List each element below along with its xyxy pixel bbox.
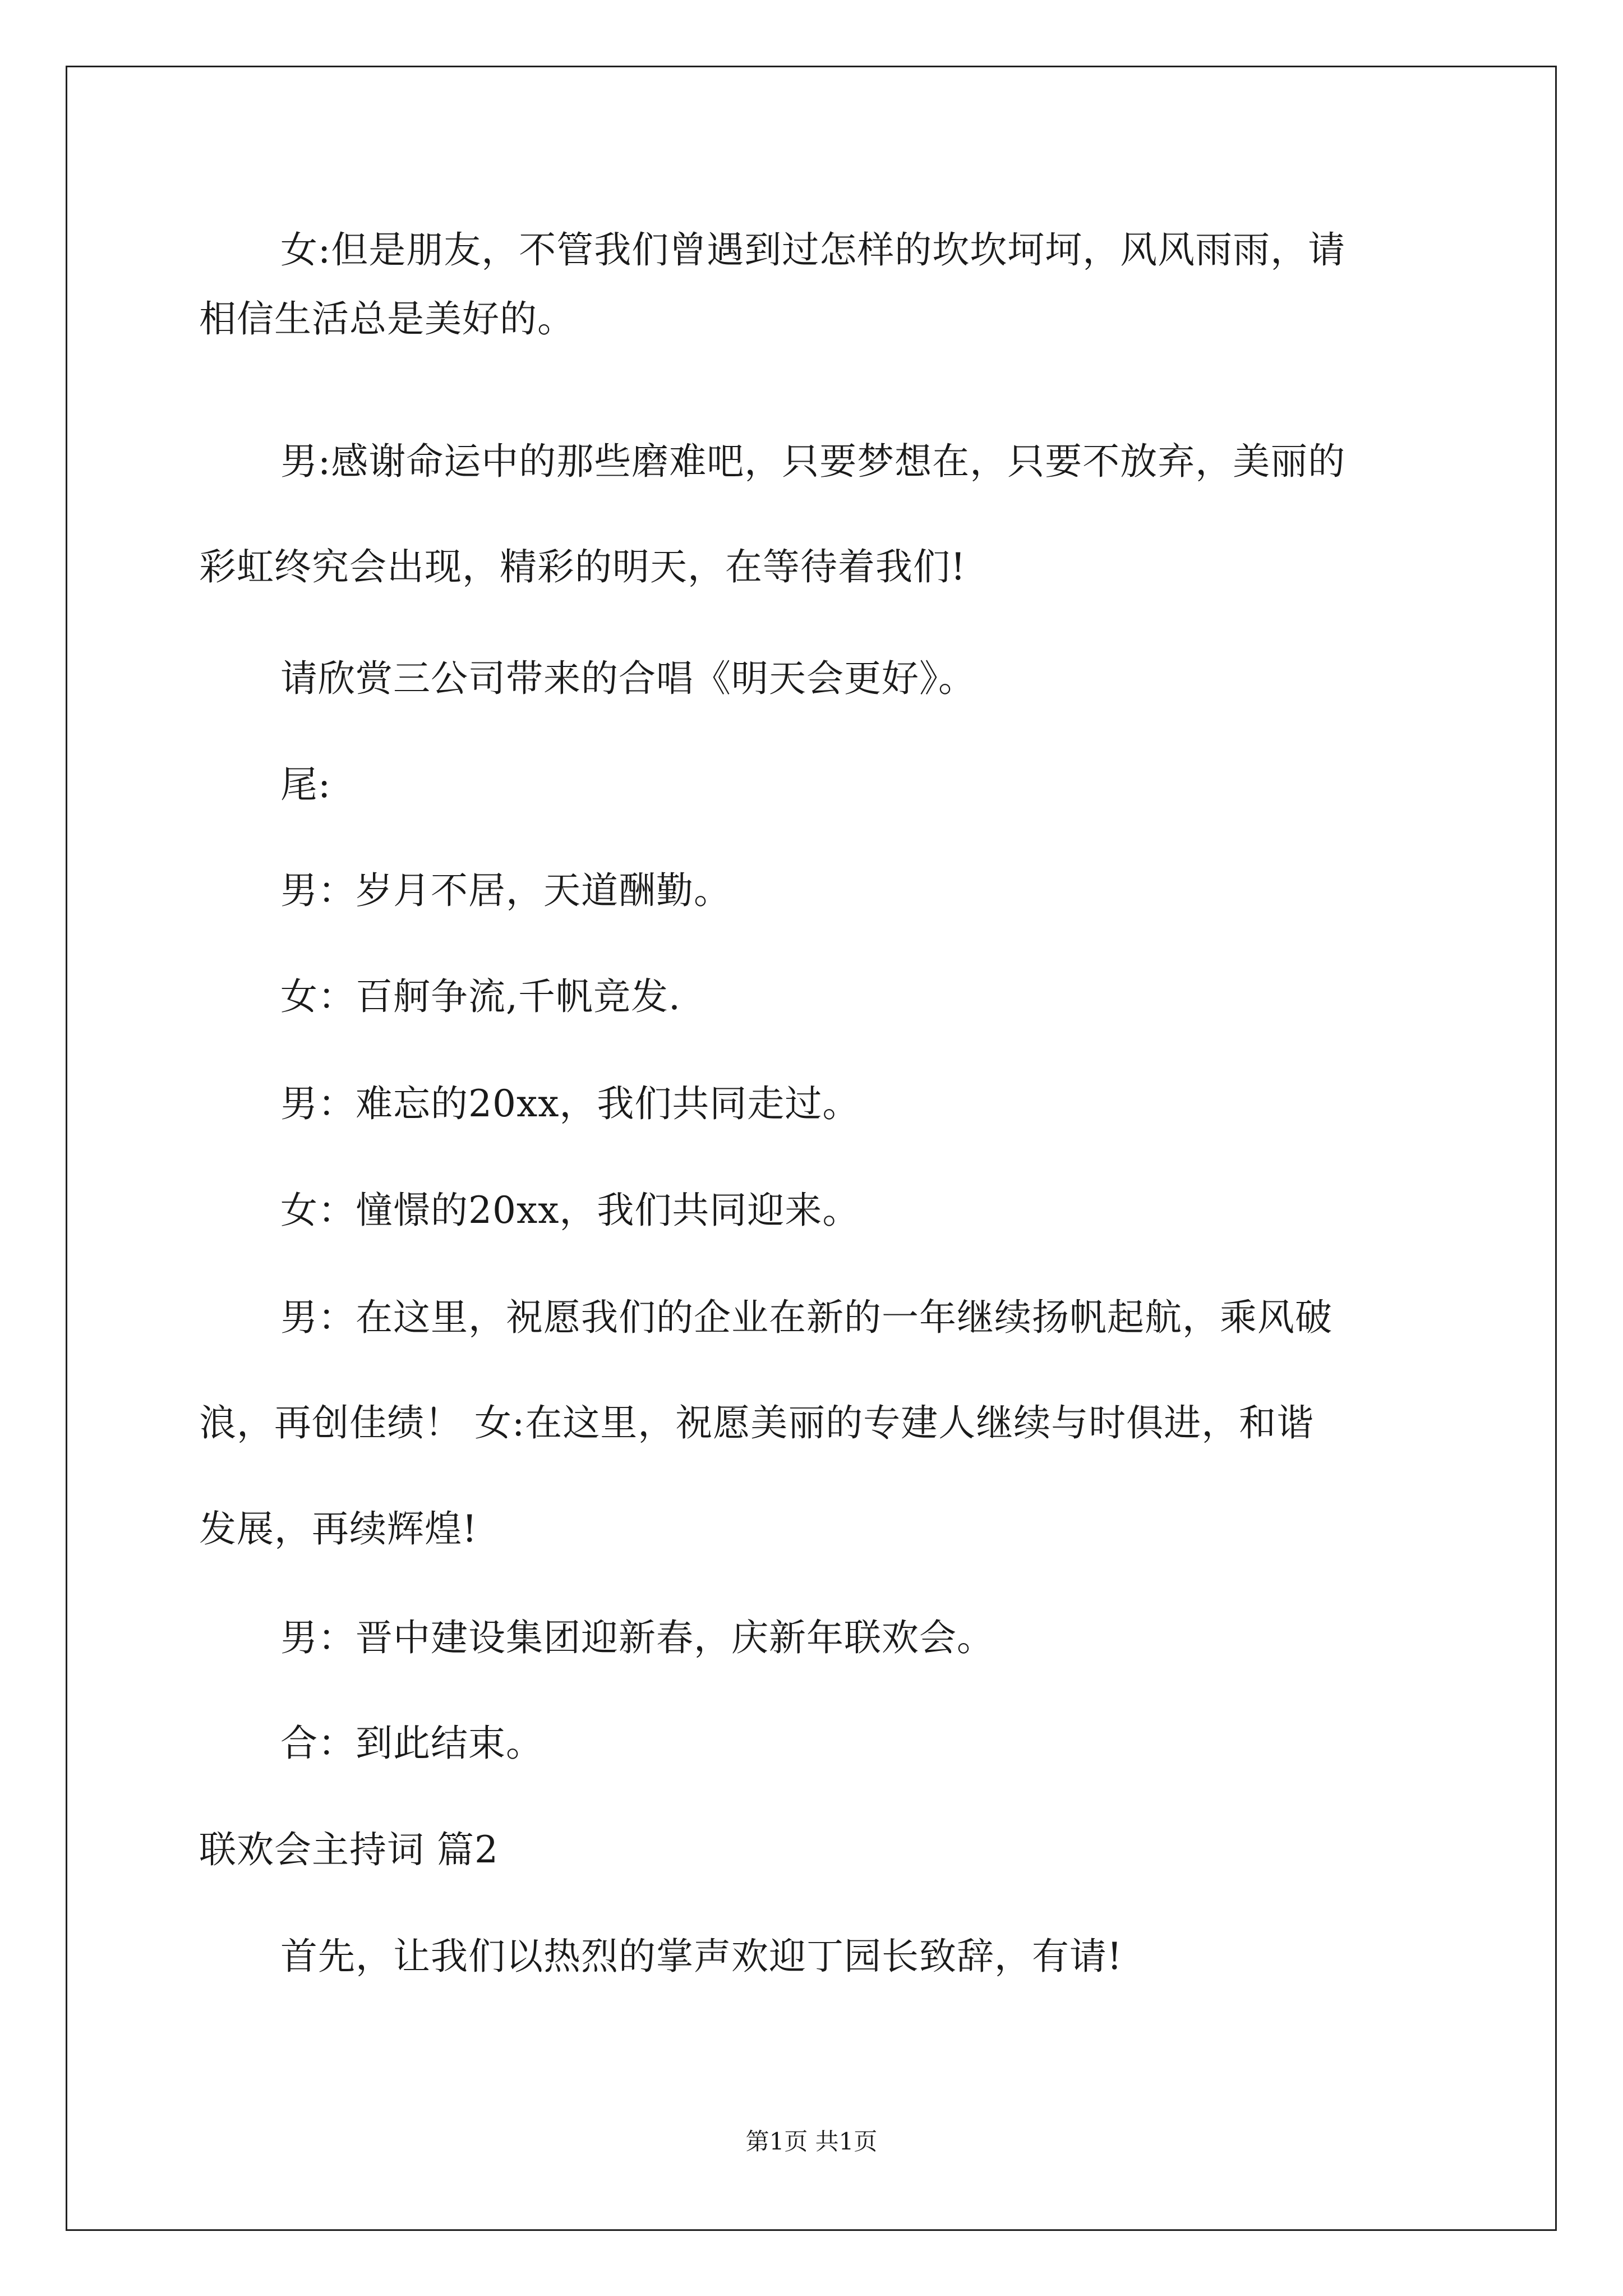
dialogue-line-5: 男：在这里，祝愿我们的企业在新的一年继续扬帆起航，乘风破 [280, 1296, 1332, 1339]
paragraph-line-3: 男:感谢命运中的那些磨难吧，只要梦想在，只要不放弃，美丽的 [280, 440, 1346, 483]
dialogue-line-3: 男：难忘的20xx，我们共同走过。 [280, 1082, 860, 1125]
page-border [66, 66, 1557, 2231]
paragraph-line-5: 请欣赏三公司带来的合唱《明天会更好》。 [280, 657, 976, 700]
page-footer: 第1页 共1页 [745, 2128, 878, 2155]
section-label-tail: 尾: [280, 763, 331, 806]
paragraph-line-1: 女:但是朋友，不管我们曾遇到过怎样的坎坎坷坷，风风雨雨，请 [280, 228, 1346, 272]
dialogue-line-1: 男：岁月不居，天道酬勤。 [280, 869, 731, 912]
dialogue-line-9: 合：到此结束。 [280, 1722, 543, 1765]
dialogue-line-2: 女：百舸争流,千帆竞发. [280, 975, 681, 1018]
dialogue-line-4: 女：憧憬的20xx，我们共同迎来。 [280, 1189, 860, 1232]
paragraph-line-4: 彩虹终究会出现，精彩的明天，在等待着我们! [199, 545, 966, 588]
section-heading: 联欢会主持词 篇2 [199, 1828, 499, 1871]
paragraph-line-last: 首先，让我们以热烈的掌声欢迎丁园长致辞，有请! [280, 1935, 1123, 1978]
dialogue-line-6: 浪，再创佳绩！ 女:在这里，祝愿美丽的专建人继续与时俱进，和谐 [199, 1401, 1315, 1444]
paragraph-line-2: 相信生活总是美好的。 [199, 297, 575, 341]
dialogue-line-7: 发展，再续辉煌! [199, 1507, 478, 1550]
dialogue-line-8: 男：晋中建设集团迎新春，庆新年联欢会。 [280, 1616, 994, 1659]
